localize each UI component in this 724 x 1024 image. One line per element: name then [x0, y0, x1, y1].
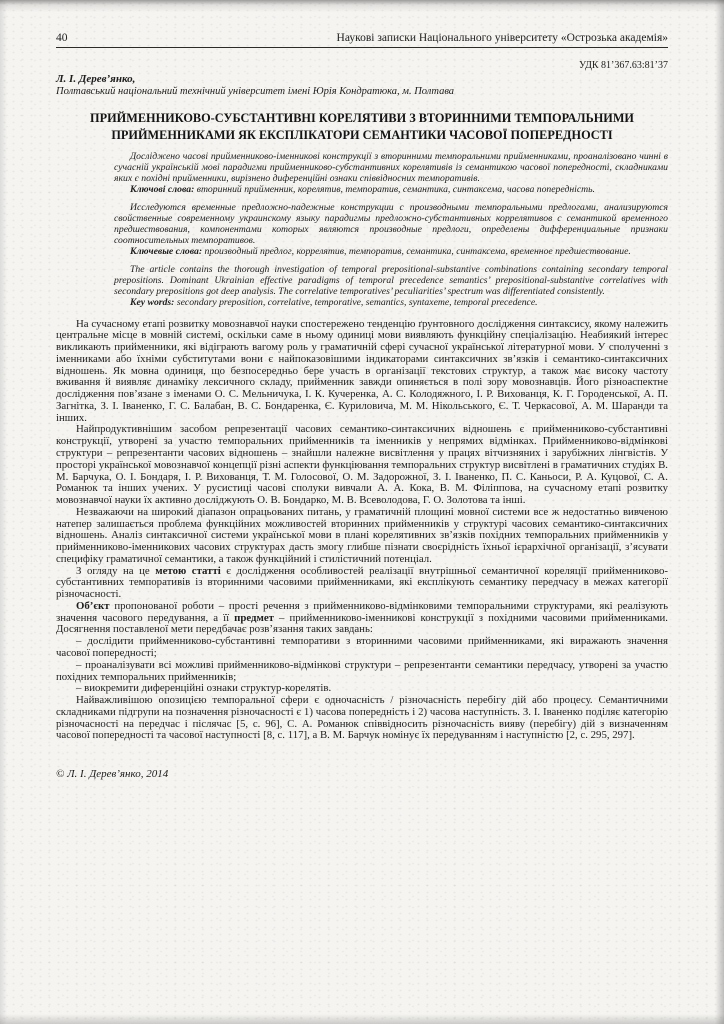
- running-header: [56, 32, 668, 44]
- object-mid: пропонованої роботи – прості речення з прийменниково-відмінковими темпоральними структурами, які реалізують значення часового передування, а її: [56, 599, 668, 624]
- object-post: – прийменниково-іменникові конструкції з похідними часовими прийменниками. Досягнення поставленої мети передбачає розв’язання таких завдань:: [56, 611, 669, 636]
- author-name: Л. І. Дерев’янко,: [56, 73, 136, 85]
- keywords-ukrainian-text: вторинний прийменник, корелятив, темпоратив, семантика, синтаксема, часова попередність.: [194, 184, 595, 196]
- aim-post: є дослідження особливостей реалізації внутрішньої семантичної кореляції прийменниково-субстантивних темпоративів із вторинними часовими прийменниками, які експлікують семантику передчасу в межах категорії різночасності.: [56, 564, 669, 601]
- keywords-russian-text: производный предлог, коррелятив, темпоратив, семантика, синтаксема, временное предшествование.: [202, 245, 631, 257]
- keywords-russian-label: Ключевые слова:: [130, 245, 203, 257]
- abstract-english: The article contains the thorough investigation of temporal prepositional-substantive combinations containing secondary temporal prepositions. Dominant Ukrainian effective paradigms of temporal precedence semantics’ prepositional-substantive correlatives with secondary prepositions got deep analysis. The correlative temporatives’ peculiarities’ spectrum was differentiated consistently.: [114, 263, 668, 297]
- body-paragraph: Незважаючи на широкий діапазон опрацьованих питань, у граматичній площині мовної системи все ж недостатньо вивченою натепер залишається проблема функційних можливостей вторинних прийменників у структурі часових семантико-синтаксичних відношень. Аналіз синтаксичної системи української мови в плані корелятивних зв’язків похідних темпоральних прийменників у прийменниково-іменникових часових структурах дасть змогу глибше пізнати своєрідність їхньої ієрархічної організації, з’ясувати специфіку граматичної семантики, а також функційний і стилістичний потенціал.: [56, 505, 668, 565]
- aim-pre: З огляду на це: [76, 564, 156, 577]
- body-paragraph-object: [56, 601, 668, 636]
- object-term: Об’єкт: [76, 599, 110, 612]
- footer-copyright: © Л. І. Дерев’янко, 2014: [56, 768, 169, 781]
- aim-term: метою статті: [155, 564, 221, 577]
- keywords-english-text: secondary preposition, correlative, temporative, semantics, syntaxeme, temporal precedence.: [174, 296, 538, 308]
- article-title: ПРИЙМЕННИКОВО-СУБСТАНТИВНІ КОРЕЛЯТИВИ З ВТОРИННИМИ ТЕМПОРАЛЬНИМИ ПРИЙМЕННИКАМИ ЯК ЕКСПЛІКАТОРИ СЕМАНТИКИ ЧАСОВОЇ ПОПЕРЕДНОСТІ: [90, 111, 634, 142]
- page-number: 40: [56, 32, 68, 44]
- udc-number: УДК 81’367.63:81’37: [579, 60, 668, 71]
- author-affiliation: Полтавський національний технічний університет імені Юрія Кондратюка, м. Полтава: [56, 86, 455, 97]
- abstract-ukrainian: Досліджено часові прийменниково-іменникові конструкції з вторинними темпоральними прийменниками, проаналізовано чинні в сучасній українській мові парадигми прийменниково-субстантивних корелятивів із семантикою часової попередності, складниками яких є похідні прийменники, вирізнено диференційні ознаки співвідносних темпоративів.: [114, 151, 668, 185]
- journal-title: Наукові записки Національного університету «Острозька академія»: [336, 32, 668, 44]
- body-paragraph: Найважливішою опозицією темпоральної сфери є одночасність / різночасність перебігу дій або процесу. Семантичними складниками підгрупи на позначення різночасності є 1) часова попередність і 2) часова наступність. З. І. Іваненко поділяє категорію різночасності на передчас і післячас [5, с. 96], С. А. Романюк співвідносить різночасність вияву (перебігу) дій з визначенням часової попередності та часової наступності [8, с. 117], а В. М. Барчук номінує їх передуванням і наступністю [2, с. 295, 297].: [56, 694, 668, 742]
- abstract-russian: Исследуются временные предложно-падежные конструкции с производными темпоральными предлогами, анализируются свойственные современному украинскому языку парадигмы предложно-субстантивных коррелятивов с семантикой временного предшествования, компонентами которых являются производные предлоги, определены дифференциальные признаки соотносительных темпоративов.: [114, 202, 668, 246]
- subject-term: предмет: [234, 611, 274, 624]
- keywords-ukrainian: [114, 185, 668, 196]
- body-paragraph: Найпродуктивнішим засобом репрезентації часових семантико-синтаксичних відношень є прийменниково-субстантивні конструкції, утворені за участю темпоральних прийменників та іменників у непрямих відмінках. Прийменниково-відмінкові структури – репрезентанти часових відношень – знайшли належне висвітлення у працях вітчизняних і зарубіжних лінгвістів. У просторі української мовознавчої концепції різні аспекти функціювання темпоральних структур висвітлені в граматичних студіях В. М. Барчука, О. І. Бондаря, І. Р. Вихованця, Т. М. Голосової, О. М. Задорожної, З. І. Іваненко, П. С. Каньоси, Р. А. Куцової, С. А. Романюк та інших учених. У русистиці часові сполуки вивчали А. А. Кока, В. М. Філіппова, на сучасному етапі розвитку мовознавчої науки їх активно досліджують О. В. Бондарко, М. В. Всеволодова, Г. О. Золотова та інші.: [56, 423, 668, 507]
- keywords-english-label: Key words:: [130, 296, 175, 308]
- keywords-russian: [114, 247, 668, 258]
- task-item: – проаналізувати всі можливі прийменниково-відмінкові структури – репрезентанти семантики передчасу, утворені за участю похідних темпоральних прийменників;: [56, 658, 668, 683]
- keywords-ukrainian-label: Ключові слова:: [130, 184, 195, 196]
- keywords-english: [114, 298, 668, 309]
- article-body: [56, 319, 668, 743]
- task-item: – виокремити диференційні ознаки структур-корелятів.: [76, 682, 332, 695]
- header-rule: [56, 47, 668, 48]
- abstracts-block: [114, 152, 668, 308]
- body-paragraph-aim: [56, 566, 668, 601]
- body-paragraph: На сучасному етапі розвитку мовознавчої науки спостережено тенденцію ґрунтовного дослідження синтаксису, якому належить центральне місце в мовній системі, оскільки саме в ньому одиниці мови виявляють функційну спеціалізацію. Неабиякий інтерес викликають прийменники, які відіграють вагому роль у граматичній сфері сучасної української літературної мови. У сполученні з іменниками або їхніми субститутами вони є найпоказовішими індикаторами синтаксичних зв’язків і семантико-синтаксичних відношень. Як мовна одиниця, що безпосередньо бере участь в організації текстових структур, а також має високу частоту вживання й виявляє динаміку лексичного складу, прийменник завжди опиняється в полі зору мовознавців. Його різноаспектне дослідження пов’язане з іменами О. С. Мельничука, І. К. Кучеренка, А. С. Колодяжного, І. Р. Вихованця, К. Г. Городенської, А. П. Загнітка, З. І. Іваненко, Г. С. Балабан, В. С. Бондаренка, Є. Куриловича, М. М. Нікольського, Є. Т. Черкасової, А. М. Шаранди та інших.: [56, 317, 668, 424]
- task-item: – дослідити прийменниково-субстантивні темпоративи з вторинними часовими прийменниками, які виражають значення часової попередності;: [56, 635, 668, 660]
